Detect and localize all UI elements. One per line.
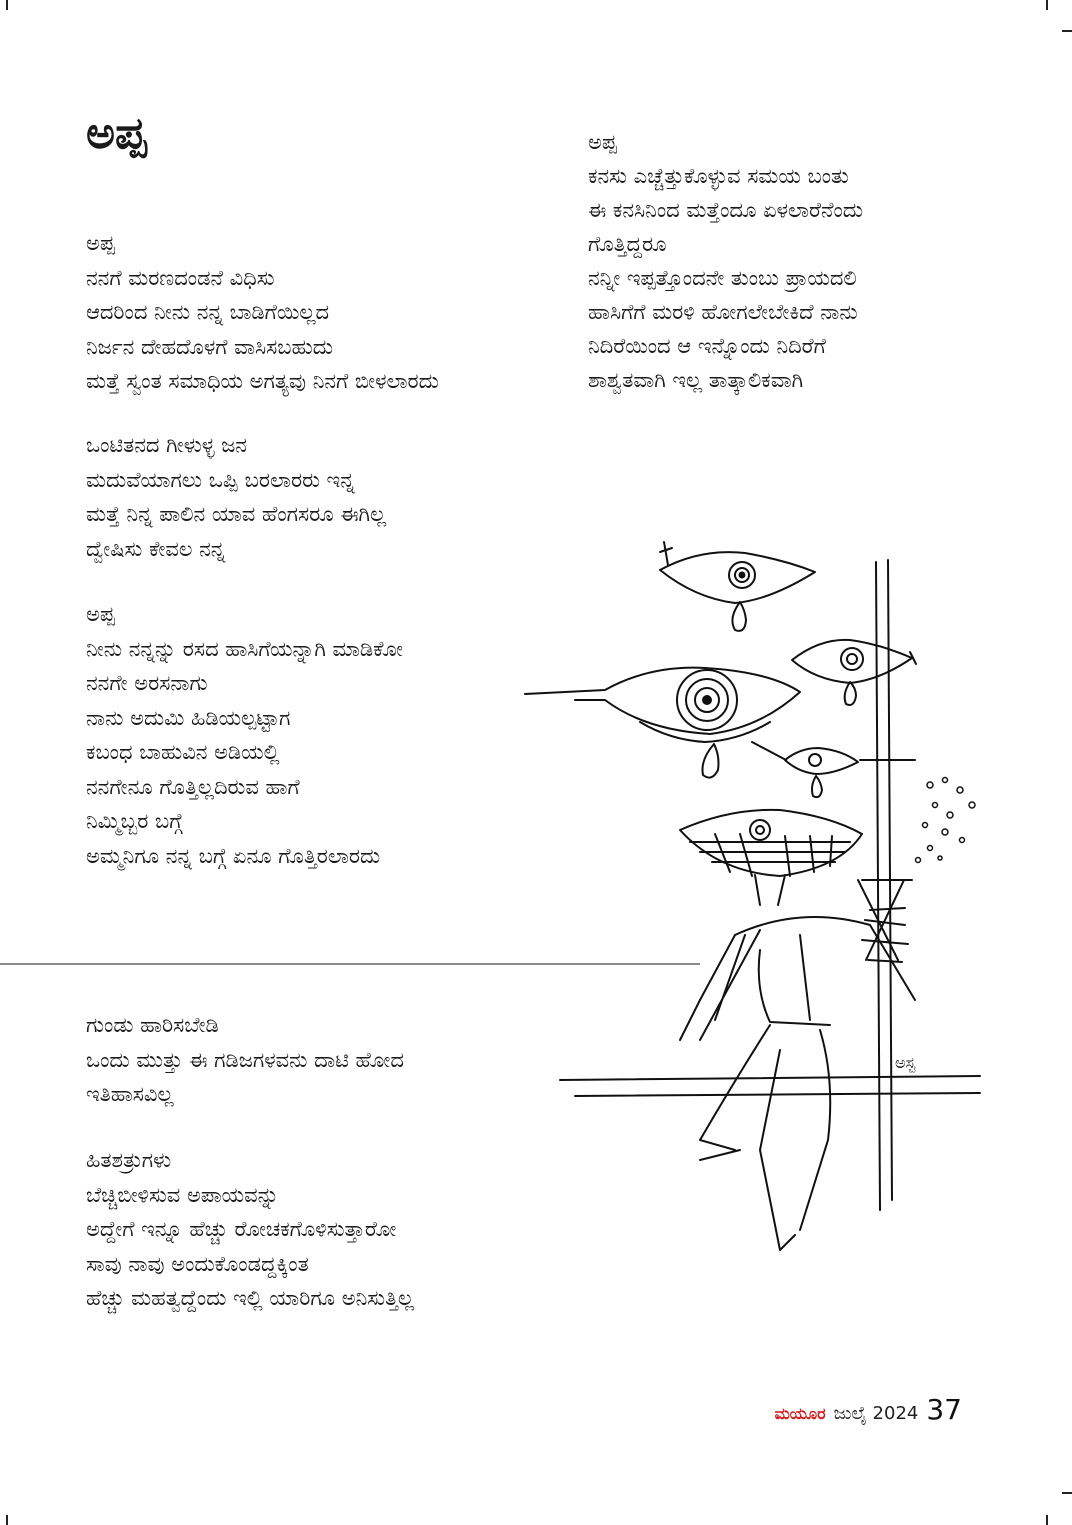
crop-mark-right-upper <box>1062 30 1072 32</box>
verse-line: ಅಪ್ಪ <box>86 231 115 255</box>
crop-mark-right-lower <box>1062 1492 1072 1494</box>
verse-line: ಒಂಟಿತನದ ಗೀಳುಳ್ಳ ಜನ <box>86 433 247 457</box>
verse-line: ಒಂದು ಮುತ್ತು ಈ ಗಡಿಜಗಳವನು ದಾಟಿ ಹೋದ <box>86 1047 404 1072</box>
artist-signature: ಅಸ್ಟ <box>895 1053 916 1072</box>
verse-line: ಇತಿಹಾಸವಿಲ್ಲ <box>86 1082 174 1106</box>
crop-mark-top-left <box>6 0 8 10</box>
verse-line: ನನಗೇ ಅರಸನಾಗು <box>86 671 208 695</box>
verse-line: ಅದ್ದೇಗೆ ಇನ್ನೂ ಹೆಚ್ಚು ರೋಚಕಗೊಳಿಸುತ್ತಾರೋ <box>86 1217 397 1241</box>
speckles-drawing <box>916 778 976 863</box>
stanza-4 <box>86 1008 404 1112</box>
stanza-3 <box>86 597 403 873</box>
stanza-right-1 <box>588 125 863 397</box>
verse-line: ಸಾವು ನಾವು ಅಂದುಕೊಂಡದ್ದಕ್ಕಿಂತ <box>86 1251 309 1276</box>
verse-line: ನನ್ನೀ ಇಪ್ಪತ್ತೊಂದನೇ ತುಂಬು ಪ್ರಾಯದಲಿ <box>588 266 857 290</box>
magazine-name: ಮಯೂರ <box>774 1404 826 1423</box>
page-number: 37 <box>926 1393 962 1426</box>
verse-line: ನೀನು ನನ್ನನ್ನು ರಸದ ಹಾಸಿಗೆಯನ್ನಾಗಿ ಮಾಡಿಕೋ <box>86 636 403 661</box>
stanza-1 <box>86 226 439 399</box>
verse-line: ಹಿತಶತ್ರುಗಳು <box>86 1148 172 1172</box>
verse-line: ದ್ವೇಷಿಸು ಕೇವಲ ನನ್ನ <box>86 536 226 561</box>
verse-line: ಅಮ್ಮನಿಗೂ ನನ್ನ ಬಗ್ಗೆ ಏನೂ ಗೊತ್ತಿರಲಾರದು <box>86 843 381 868</box>
ink-illustration <box>520 525 990 1295</box>
verse-line: ಮತ್ತೆ ಸ್ವಂತ ಸಮಾಧಿಯ ಅಗತ್ಯವು ನಿನಗೆ ಬೀಳಲಾರದು <box>86 369 439 393</box>
ground-lines-drawing <box>560 1076 980 1096</box>
verse-line: ನನಗೇನೂ ಗೊತ್ತಿಲ್ಲದಿರುವ ಹಾಗೆ <box>86 774 300 799</box>
verse-line: ನಿಮ್ಮಿಬ್ಬರ ಬಗ್ಗೆ <box>86 809 183 833</box>
stanza-5 <box>86 1143 414 1316</box>
crop-mark-top-right <box>1046 0 1048 10</box>
verse-line: ನಿರ್ಜನ ದೇಹದೊಳಗೆ ವಾಸಿಸಬಹುದು <box>86 334 333 359</box>
verse-line: ಗೊತ್ತಿದ್ದರೂ <box>588 232 667 256</box>
verse-line: ಅಪ್ಪ <box>86 602 115 626</box>
pole-drawing <box>858 560 915 1210</box>
verse-line: ಹೆಚ್ಚು ಮಹತ್ವದ್ದೆಂದು ಇಲ್ಲಿ ಯಾರಿಗೂ ಅನಿಸುತ್ತಿಲ್ಲ <box>86 1286 415 1310</box>
verse-line: ಹಾಸಿಗೆಗೆ ಮರಳಿ ಹೋಗಲೇಬೇಕಿದೆ ನಾನು <box>588 300 858 324</box>
verse-line: ಆದರಿಂದ ನೀನು ನನ್ನ ಬಾಡಿಗೆಯಿಲ್ಲದ <box>86 300 330 324</box>
stanza-2 <box>86 428 386 566</box>
crying-eyes-drawing <box>525 542 916 797</box>
verse-line: ನನಗೆ ಮರಣದಂಡನೆ ವಿಧಿಸು <box>86 265 275 290</box>
page-footer <box>775 1393 962 1426</box>
verse-line: ಗುಂಡು ಹಾರಿಸಬೇಡಿ <box>86 1013 219 1037</box>
verse-line: ಮತ್ತೆ ನಿನ್ನ ಪಾಲಿನ ಯಾವ ಹೆಂಗಸರೂ ಈಗಿಲ್ಲ <box>86 502 387 526</box>
verse-line: ಕನಸು ಎಚ್ಚೆತ್ತುಕೊಳ್ಳುವ ಸಮಯ ಬಂತು <box>588 164 849 188</box>
verse-line: ಈ ಕನಸಿನಿಂದ ಮತ್ತೆಂದೂ ಏಳಲಾರೆನೆಂದು <box>588 198 864 222</box>
poem-title: ಅಪ್ಪ <box>86 108 147 159</box>
verse-line: ಅಪ್ಪ <box>588 130 617 154</box>
issue-date: ಜುಲೈ 2024 <box>833 1403 919 1424</box>
crop-mark-bottom-left <box>6 1515 8 1525</box>
verse-line: ನಿದಿರೆಯಿಂದ ಆ ಇನ್ನೊಂದು ನಿದಿರೆಗೆ <box>588 334 826 358</box>
verse-line: ನಾನು ಅದುಮಿ ಹಿಡಿಯಲ್ಪಟ್ಟಾಗ <box>86 705 291 730</box>
verse-line: ಕಬಂಧ ಬಾಹುವಿನ ಅಡಿಯಲ್ಲಿ <box>86 740 280 764</box>
basket-eye-drawing <box>680 810 862 876</box>
verse-line: ಬೆಚ್ಚಿಬೀಳಿಸುವ ಅಪಾಯವನ್ನು <box>86 1182 279 1207</box>
verse-line: ಶಾಶ್ವತವಾಗಿ ಇಲ್ಲ ತಾತ್ಕಾಲಿಕವಾಗಿ <box>588 368 804 392</box>
crop-mark-bottom-right <box>1046 1515 1048 1525</box>
verse-line: ಮದುವೆಯಾಗಲು ಒಪ್ಪಿ ಬರಲಾರರು ಇನ್ನ <box>86 467 355 492</box>
